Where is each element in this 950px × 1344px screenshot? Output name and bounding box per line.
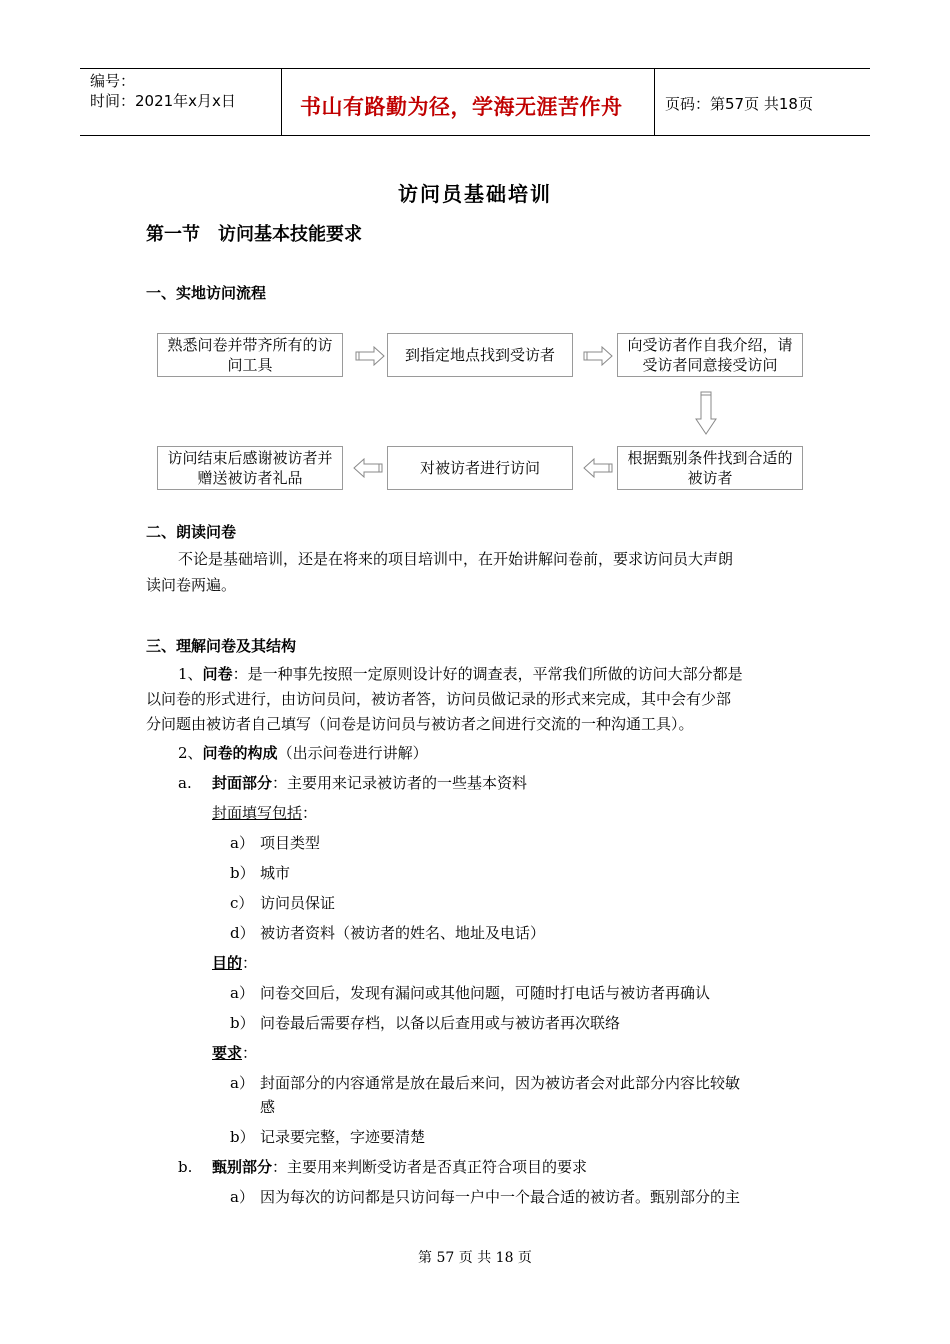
screen-item-text: 因为每次的访问都是只访问每一户中一个最合适的被访者。甄别部分的主 <box>260 1188 741 1206</box>
cover-item-mark: c） <box>230 894 254 912</box>
page-title: 访问员基础培训 <box>398 182 552 206</box>
cover-item-text: 项目类型 <box>260 834 321 852</box>
header-number-label: 编号： <box>90 72 136 90</box>
arrow-down-icon <box>695 391 717 435</box>
require-item-text: 记录要完整，字迹要清楚 <box>260 1128 426 1146</box>
header-top-border <box>80 68 870 69</box>
header-bottom-border <box>80 135 870 136</box>
require-colon: ： <box>242 1044 258 1062</box>
sub-a-line <box>212 772 527 794</box>
page-footer: 第 57 页 共 18 页 <box>418 1250 532 1266</box>
cover-fill-label: 封面填写包括 <box>212 804 303 822</box>
cover-fill-colon: ： <box>302 804 318 822</box>
require-item-text-cont: 感 <box>260 1098 276 1116</box>
s2-heading: 二、朗读问卷 <box>146 523 237 541</box>
purpose-label: 目的 <box>212 954 243 972</box>
cover-item-mark: d） <box>230 924 255 942</box>
require-item-text: 封面部分的内容通常是放在最后来问，因为被访者会对此部分内容比较敏 <box>260 1074 741 1092</box>
screen-item-mark: a） <box>230 1188 254 1206</box>
cover-item-text: 城市 <box>260 864 291 882</box>
s3-item1-term: 问卷 <box>202 665 233 683</box>
purpose-item-text: 问卷交回后，发现有漏问或其他问题，可随时打电话与被访者再确认 <box>260 984 711 1002</box>
purpose-item-text: 问卷最后需要存档，以备以后查用或与被访者再次联络 <box>260 1014 621 1032</box>
header-motto: 书山有路勤为径，学海无涯苦作舟 <box>300 95 623 119</box>
cover-item-text: 被访者资料（被访者的姓名、地址及电话） <box>260 924 546 942</box>
s3-item1-line-2: 以问卷的形式进行，由访问员问，被访者答，访问员做记录的形式来完成，其中会有少部 <box>146 690 732 708</box>
require-label-line <box>212 1042 257 1064</box>
sub-b-mark: b. <box>178 1158 193 1176</box>
flow-step-4 <box>617 446 803 490</box>
sub-b-line <box>212 1156 587 1178</box>
header-time-label: 时间：2021年x月x日 <box>90 92 236 110</box>
header-divider-2 <box>654 68 655 136</box>
arrow-right-icon <box>355 346 385 366</box>
sub-a-term: 封面部分 <box>212 774 273 792</box>
cover-item-mark: a） <box>230 834 254 852</box>
sub-a-mark: a. <box>178 774 192 792</box>
flow-step-1 <box>157 333 343 377</box>
s3-item1-line-1 <box>178 661 743 687</box>
s2-paragraph-line-2: 读问卷两遍。 <box>146 576 237 594</box>
header-divider-1 <box>281 68 282 136</box>
s3-item1-num: 1、 <box>178 665 203 683</box>
flow-step-5-text: 对被访者进行访问 <box>419 459 540 477</box>
sub-a-text: ：主要用来记录被访者的一些基本资料 <box>272 774 528 792</box>
arrow-left-icon <box>583 458 613 478</box>
purpose-colon: ： <box>242 954 258 972</box>
s3-item2-line <box>178 740 428 766</box>
require-label: 要求 <box>212 1044 243 1062</box>
require-item-mark: a） <box>230 1074 254 1092</box>
s3-item1-text: ：是一种事先按照一定原则设计好的调查表，平常我们所做的访问大部分都是 <box>232 665 743 683</box>
cover-fill-label-line <box>212 802 317 824</box>
flow-step-6-text: 访问结束后感谢被访者并赠送被访者礼品 <box>167 449 333 487</box>
section-heading: 第一节 访问基本技能要求 <box>146 224 362 245</box>
cover-item-text: 访问员保证 <box>260 894 336 912</box>
cover-item-mark: b） <box>230 864 255 882</box>
flow-step-5 <box>387 446 573 490</box>
s3-item2-term: 问卷的构成 <box>202 744 278 762</box>
sub-b-text: ：主要用来判断受访者是否真正符合项目的要求 <box>272 1158 588 1176</box>
purpose-label-line <box>212 952 257 974</box>
arrow-left-icon <box>353 458 383 478</box>
flow-step-4-text: 根据甄别条件找到合适的被访者 <box>627 449 793 487</box>
purpose-item-mark: b） <box>230 1014 255 1032</box>
flow-step-3 <box>617 333 803 377</box>
s3-item2-num: 2、 <box>178 744 203 762</box>
flow-step-2-text: 到指定地点找到受访者 <box>404 346 555 364</box>
flow-step-3-text: 向受访者作自我介绍，请受访者同意接受访问 <box>627 336 793 374</box>
purpose-item-mark: a） <box>230 984 254 1002</box>
flow-step-1-text: 熟悉问卷并带齐所有的访问工具 <box>167 336 333 374</box>
s3-item1-line-3: 分问题由被访者自己填写（问卷是访问员与被访者之间进行交流的一种沟通工具）。 <box>146 715 694 733</box>
s1-heading: 一、实地访问流程 <box>146 284 267 302</box>
sub-b-term: 甄别部分 <box>212 1158 273 1176</box>
s3-item2-text: （出示问卷进行讲解） <box>277 744 428 762</box>
flow-step-6 <box>157 446 343 490</box>
s2-paragraph-line-1: 不论是基础培训，还是在将来的项目培训中，在开始讲解问卷前，要求访问员大声朗 <box>178 550 734 568</box>
s3-heading: 三、理解问卷及其结构 <box>146 637 297 655</box>
arrow-right-icon <box>583 346 613 366</box>
require-item-mark: b） <box>230 1128 255 1146</box>
flow-step-2 <box>387 333 573 377</box>
header-page-label: 页码：第57页 共18页 <box>665 95 813 113</box>
